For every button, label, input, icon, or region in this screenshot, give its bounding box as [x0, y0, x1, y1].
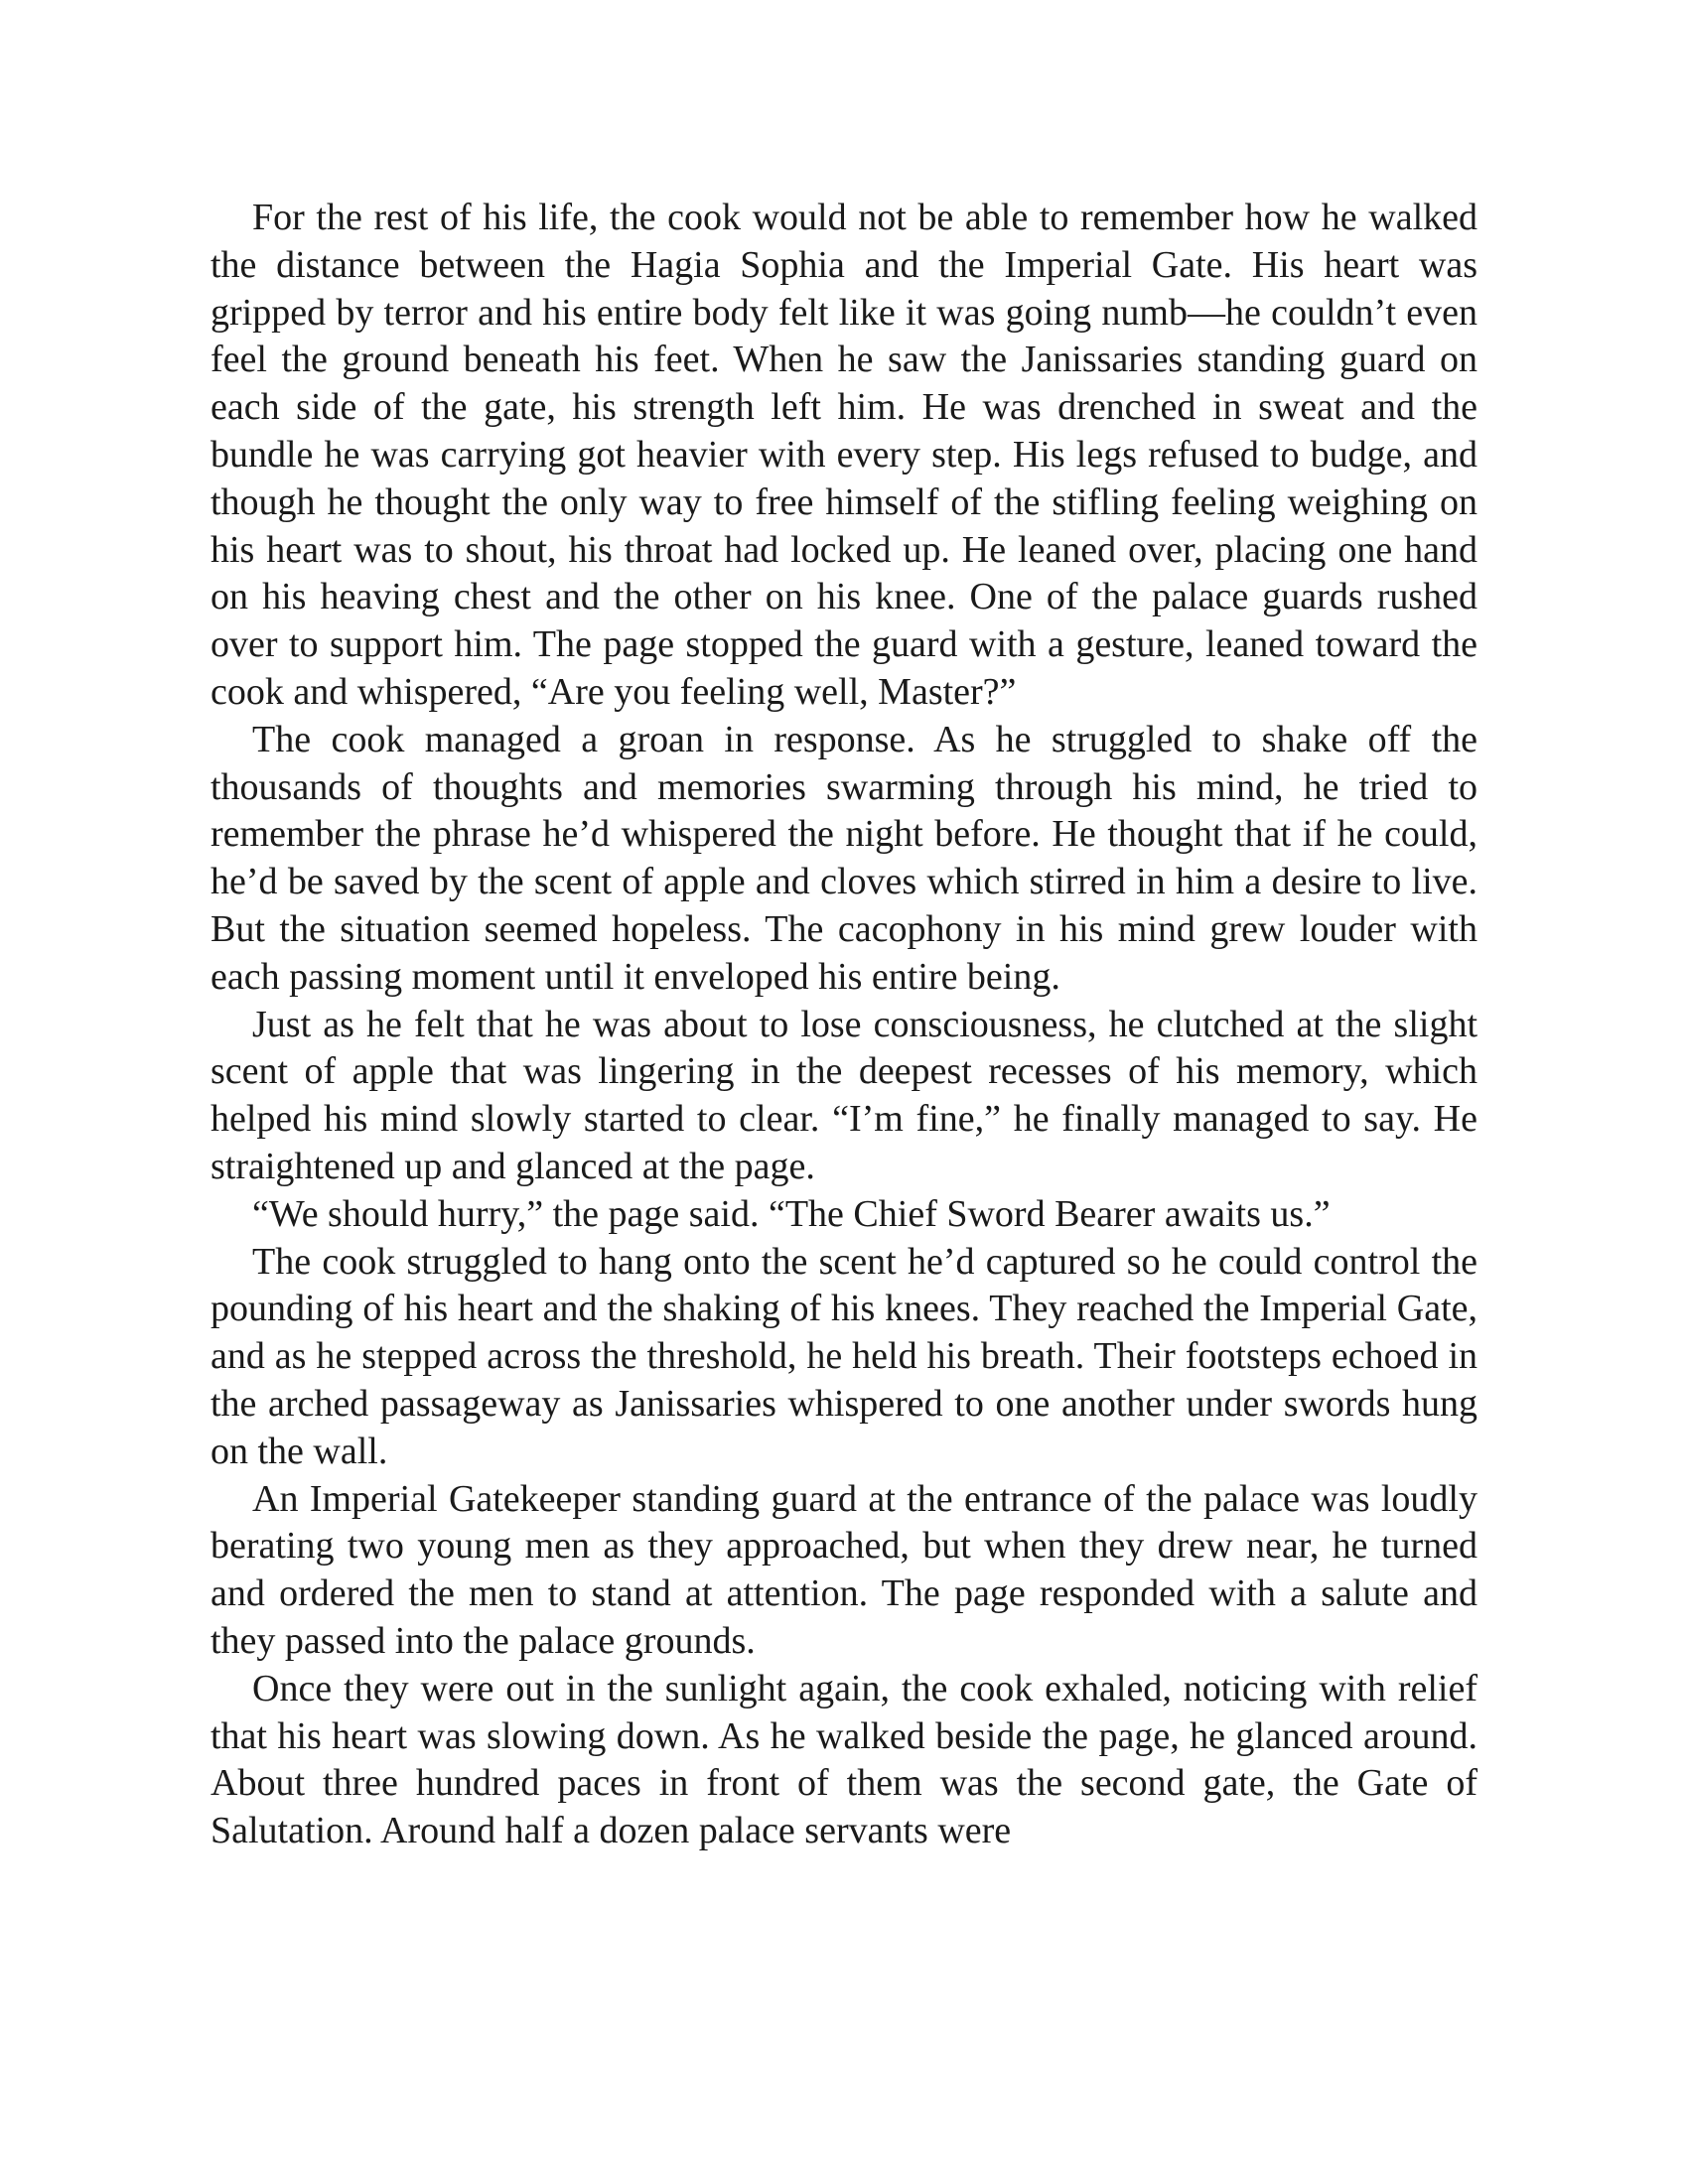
paragraph: The cook managed a groan in response. As he struggled to shake off the thousands of thoughts and memories swarming through his mind, he tried to remember the phrase he’d whispered the night before. He thought that if he could, he’d be saved by the scent of apple and cloves which stirred in him a desire to live. But the situation seemed hopeless. The cacophony in his mind grew louder with each passing moment until it enveloped his entire being.: [211, 718, 1477, 998]
paragraph: The cook struggled to hang onto the scent he’d captured so he could control the pounding of his heart and the shaking of his knees. They reached the Imperial Gate, and as he stepped across the threshold, he held his breath. Their footsteps echoed in the arched passageway as Janissaries whispered to one another under swords hung on the wall.: [211, 1240, 1477, 1472]
paragraph: For the rest of his life, the cook would not be able to remember how he walked the distance between the Hagia Sophia and the Imperial Gate. His heart was gripped by terror and his entire body felt like it was going numb—he couldn’t even feel the ground beneath his feet. When he saw the Janissaries standing guard on each side of the gate, his strength left him. He was drenched in sweat and the bundle he was carrying got heavier with every step. His legs refused to budge, and though he thought the only way to free himself of the stifling feeling weighing on his heart was to shout, his throat had locked up. He leaned over, placing one hand on his heaving chest and the other on his knee. One of the palace guards rushed over to support him. The page stopped the guard with a gesture, leaned toward the cook and whispered, “Are you feeling well, Master?”: [211, 197, 1477, 713]
paragraph: “We should hurry,” the page said. “The Chief Sword Bearer awaits us.”: [252, 1192, 1331, 1235]
paragraph: Once they were out in the sunlight again, the cook exhaled, noticing with relief that his heart was slowing down. As he walked beside the page, he glanced around. About three hundred paces in front of them was the second gate, the Gate of Salutation. Around half a dozen palace servants were: [211, 1667, 1477, 1852]
body-text: [211, 195, 1477, 1855]
paragraph: An Imperial Gatekeeper standing guard at the entrance of the palace was loudly berating two young men as they approached, but when they drew near, he turned and ordered the men to stand at attention. The page responded with a salute and they passed into the palace grounds.: [211, 1477, 1477, 1662]
paragraph: Just as he felt that he was about to lose consciousness, he clutched at the slight scent of apple that was lingering in the deepest recesses of his memory, which helped his mind slowly started to clear. “I’m fine,” he finally managed to say. He straightened up and glanced at the page.: [211, 1003, 1477, 1187]
